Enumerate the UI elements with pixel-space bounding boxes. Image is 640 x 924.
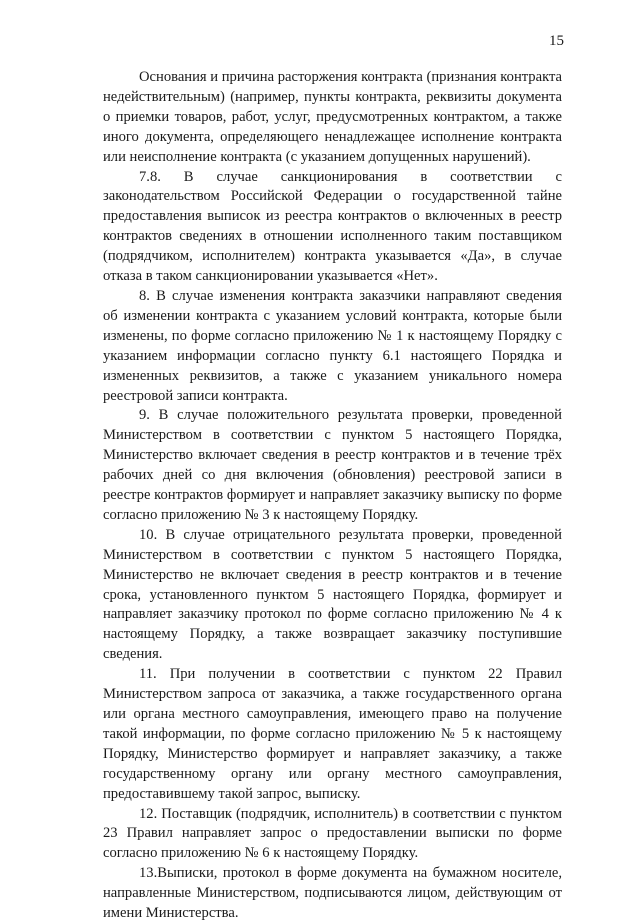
page-number: 15 bbox=[549, 33, 564, 49]
paragraph-9: 9. В случае положительного результата проверки, проведенной Министерством в соответствии с пунктом 5 настоящего Порядка, Министерство включает сведения в реестр контрактов и в течение трёх рабочих дней со дня включения (обновления) реестровой записи в реестре контрактов формирует и направляет заказчику выписку по форме согласно приложению № 3 к настоящему Порядку. bbox=[103, 407, 562, 523]
paragraph-10: 10. В случае отрицательного результата проверки, проведенной Министерством в соответствии с пунктом 5 настоящего Порядка, Министерство не включает сведения в реестр контрактов и в течение срока, установленного пунктом 5 настоящего Порядка, формирует и направляет заказчику протокол по форме согласно приложению № 4 к настоящему Порядку, а также возвращает заказчику поступившие сведения. bbox=[103, 526, 562, 663]
document-body bbox=[103, 68, 562, 924]
paragraph-8: 8. В случае изменения контракта заказчики направляют сведения об изменении контракта с указанием условий контракта, которые были изменены, по форме согласно приложению № 1 к настоящему Порядку с указанием информации согласно пункту 6.1 настоящего Порядка и измененных реквизитов, а также с указанием уникального номера реестровой записи контракта. bbox=[103, 287, 562, 404]
paragraph-7-8: 7.8. В случае санкционирования в соответствии с законодательством Российской Федерации о государственной тайне предоставления выписок из реестра контрактов о включенных в реестр контрактов сведениях в отношении исполненного таким поставщиком (подрядчиком, исполнителем) контракта указывается «Да», в случае отказа в таком санкционировании указывается «Нет». bbox=[103, 168, 562, 285]
paragraph-termination-grounds: Основания и причина расторжения контракта (признания контракта недействительным) (например, пункты контракта, реквизиты документа о приемки товаров, работ, услуг, предусмотренных контрактом, а также иного документа, определяющего ненадлежащее исполнение контракта или неисполнение контракта (с указанием допущенных нарушений). bbox=[103, 69, 563, 165]
paragraph-13: 13.Выписки, протокол в форме документа на бумажном носителе, направленные Министерством, подписываются лицом, действующим от имени Министерства. bbox=[103, 865, 562, 922]
paragraph-12: 12. Поставщик (подрядчик, исполнитель) в соответствии с пунктом 23 Правил направляет запрос о предоставлении выписки по форме согласно приложению № 6 к настоящему Порядку. bbox=[103, 805, 562, 862]
paragraph-11: 11. При получении в соответствии с пунктом 22 Правил Министерством запроса от заказчика, а также государственного органа или органа местного самоуправления, имеющего право на получение такой информации, по форме согласно приложению № 5 к настоящему Порядку, Министерство формирует и направляет заказчику, а также государственному органу или органу местного самоуправления, предоставившему такой запрос, выписку. bbox=[103, 666, 562, 802]
